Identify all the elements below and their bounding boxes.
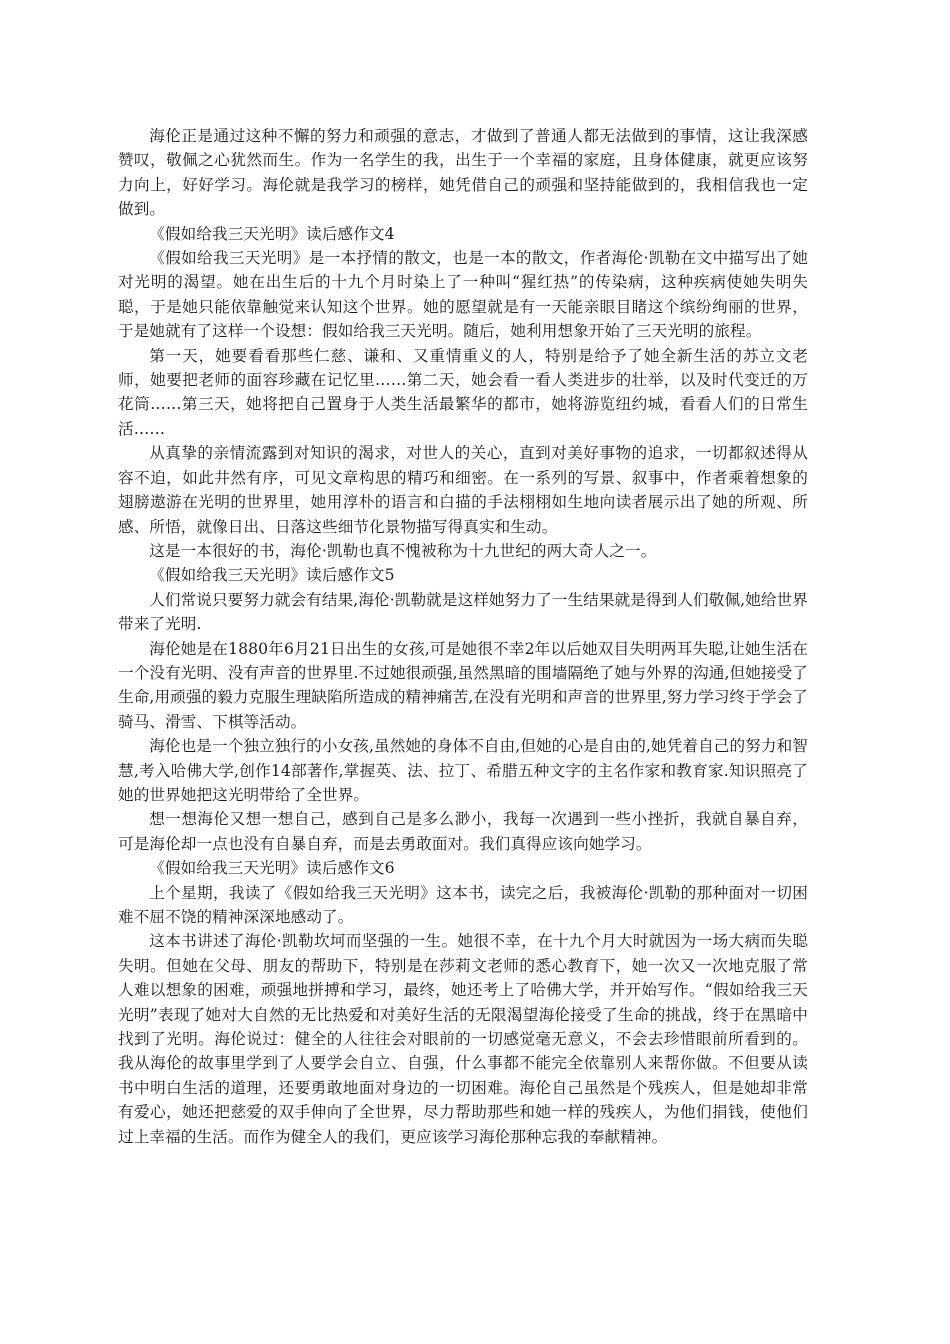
paragraph: 从真挚的亲情流露到对知识的渴求，对世人的关心，直到对美好事物的追求，一切都叙述得从容不迫，如此井然有序，可见文章构思的精巧和细密。在一系列的写景、叙事中，作者乘着想象的翅膀遨游在光明的世界里，她用淳朴的语言和白描的手法栩栩如生地向读者展示出了她的所观、所感、所悟，就像日出、日落这些细节化景物描写得真实和生动。 <box>118 444 808 536</box>
paragraph: 第一天，她要看看那些仁慈、谦和、又重情重义的人，特别是给予了她全新生活的苏立文老师，她要把老师的面容珍藏在记忆里……第二天，她会看一看人类进步的壮举，以及时代变迁的万花筒……第三天，她将把自己置身于人类生活最繁华的都市，她将游览纽约城，看看人们的日常生活…… <box>118 346 808 438</box>
section-heading: 《假如给我三天光明》读后感作文4 <box>149 224 395 243</box>
section-heading: 《假如给我三天光明》读后感作文6 <box>149 859 395 878</box>
paragraph: 上个星期，我读了《假如给我三天光明》这本书，读完之后，我被海伦·凯勒的那种面对一切困难不屈不饶的精神深深地感动了。 <box>118 883 808 926</box>
paragraph: 海伦正是通过这种不懈的努力和顽强的意志，才做到了普通人都无法做到的事情，这让我深感赞叹，敬佩之心犹然而生。作为一名学生的我，出生于一个幸福的家庭，且身体健康，就更应该努力向上，好好学习。海伦就是我学习的榜样，她凭借自己的顽强和坚持能做到的，我相信我也一定做到。 <box>118 127 808 219</box>
document-body <box>118 124 808 1149</box>
paragraph: 想一想海伦又想一想自己，感到自己是多么渺小，我每一次遇到一些小挫折，我就自暴自弃，可是海伦却一点也没有自暴自弃，而是去勇敢面对。我们真得应该向她学习。 <box>118 810 808 853</box>
paragraph: 海伦也是一个独立独行的小女孩,虽然她的身体不自由,但她的心是自由的,她凭着自己的努力和智慧,考入哈佛大学,创作14部著作,掌握英、法、拉丁、希腊五种文字的主名作家和教育家.知识照亮了她的世界她把这光明带给了全世界。 <box>118 737 808 804</box>
paragraph: 海伦她是在1880年6月21日出生的女孩,可是她很不幸2年以后她双目失明两耳失聪,让她生活在一个没有光明、没有声音的世界里.不过她很顽强,虽然黑暗的围墙隔绝了她与外界的沟通,但她接受了生命,用顽强的毅力克服生理缺陷所造成的精神痛苦,在没有光明和声音的世界里,努力学习终于学会了骑马、滑雪、下棋等活动。 <box>118 639 809 731</box>
paragraph: 这是一本很好的书，海伦·凯勒也真不愧被称为十九世纪的两大奇人之一。 <box>149 541 657 560</box>
paragraph: 这本书讲述了海伦·凯勒坎坷而坚强的一生。她很不幸，在十九个月大时就因为一场大病而失聪失明。但她在父母、朋友的帮助下，特别是在莎莉文老师的悉心教育下，她一次又一次地克服了常人难以想象的困难，顽强地拼搏和学习，最终，她还考上了哈佛大学，并开始写作。“假如给我三天光明”表现了她对大自然的无比热爱和对美好生活的无限渴望海伦接受了生命的挑战，终于在黑暗中找到了光明。海伦说过：健全的人往往会对眼前的一切感觉毫无意义，不会去珍惜眼前所看到的。我从海伦的故事里学到了人要学会自立、自强，什么事都不能完全依靠别人来帮你做。不但要从读书中明白生活的道理，还要勇敢地面对身边的一切困难。海伦自己虽然是个残疾人，但是她却非常有爱心，她还把慈爱的双手伸向了全世界，尽力帮助那些和她一样的残疾人，为他们捐钱，使他们过上幸福的生活。而作为健全人的我们，更应该学习海伦那种忘我的奉献精神。 <box>118 932 808 1146</box>
section-heading: 《假如给我三天光明》读后感作文5 <box>149 566 395 585</box>
paragraph: 人们常说只要努力就会有结果,海伦·凯勒就是这样她努力了一生结果就是得到人们敬佩,她给世界带来了光明. <box>118 590 808 634</box>
paragraph: 《假如给我三天光明》是一本抒情的散文，也是一本的散文，作者海伦·凯勒在文中描写出了她对光明的渴望。她在出生后的十九个月时染上了一种叫“猩红热”的传染病，这种疾病使她失明失聪，于是她只能依靠触觉来认知这个世界。她的愿望就是有一天能亲眼目睹这个缤纷绚丽的世界，于是她就有了这样一个设想：假如给我三天光明。随后，她利用想象开始了三天光明的旅程。 <box>118 249 808 341</box>
